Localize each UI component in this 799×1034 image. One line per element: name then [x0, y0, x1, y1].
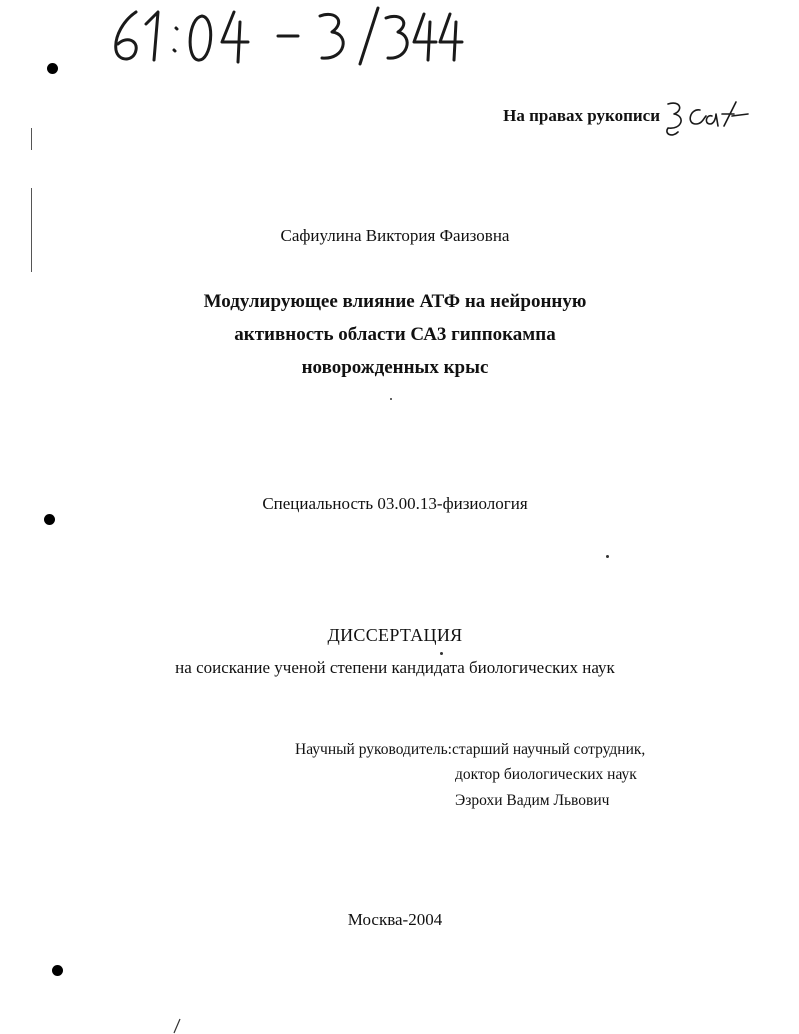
- city-year: Москва-2004: [347, 910, 443, 929]
- scan-speck: [606, 555, 609, 558]
- supervisor-position: старший научный сотрудник,: [452, 741, 646, 758]
- scan-mark: [170, 1018, 184, 1034]
- handwritten-signature: [660, 96, 750, 142]
- rights-note: На правах рукописи: [503, 106, 660, 125]
- title-line-2: активность области СА3 гиппокампа: [234, 324, 556, 345]
- binding-hole-middle: [44, 514, 55, 525]
- specialty: Специальность 03.00.13-физиология: [262, 494, 528, 513]
- binding-hole-top: [47, 63, 58, 74]
- scan-speck: [390, 398, 392, 400]
- margin-line-upper: [31, 128, 32, 150]
- scan-speck: [440, 652, 443, 655]
- handwritten-archive-number: [106, 2, 466, 68]
- supervisor-degree: доктор биологических наук: [455, 766, 637, 783]
- supervisor-label: Научный руководитель:: [295, 741, 452, 758]
- title-line-1: Модулирующее влияние АТФ на нейронную: [203, 291, 587, 312]
- supervisor-name: Эзрохи Вадим Львович: [455, 792, 610, 809]
- author-name: Сафиулина Виктория Фаизовна: [280, 226, 510, 245]
- degree-sought: на соискание ученой степени кандидата биологических наук: [175, 658, 615, 677]
- document-type: ДИССЕРТАЦИЯ: [327, 625, 463, 645]
- title-line-3: новорожденных крыс: [301, 357, 489, 378]
- binding-hole-bottom: [52, 965, 63, 976]
